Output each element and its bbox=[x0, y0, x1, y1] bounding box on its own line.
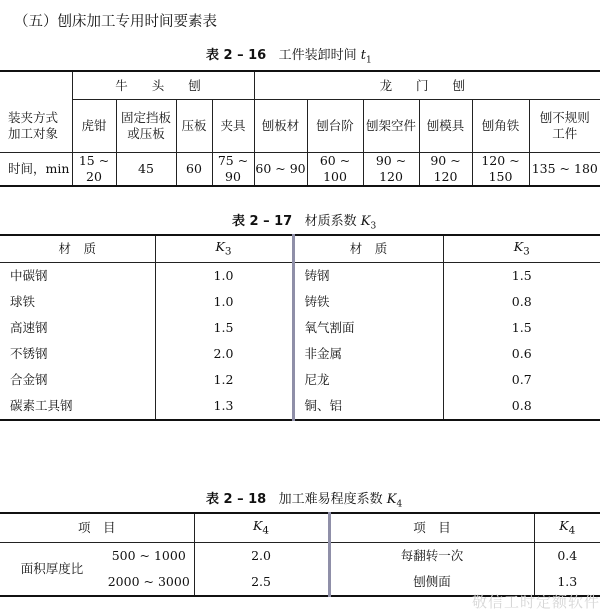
material-k3: 1.0 bbox=[213, 268, 234, 283]
time-value: 15 ~ 20 bbox=[72, 153, 116, 187]
material-name: 碳素工具钢 bbox=[0, 393, 155, 420]
time-value: 60 bbox=[176, 153, 212, 187]
time-value: 120 ~ 150 bbox=[472, 153, 529, 187]
caption-text: 工件装卸时间 bbox=[278, 48, 357, 63]
column-header: 夹具 bbox=[212, 100, 254, 153]
time-label: 时间，min bbox=[0, 153, 72, 187]
material-name: 高速钢 bbox=[0, 315, 155, 341]
caption-subscript: 1 bbox=[366, 55, 372, 66]
table-2-17-caption bbox=[232, 210, 376, 232]
material-k3: 1.5 bbox=[511, 320, 532, 335]
material-name: 中碳钢 bbox=[0, 263, 155, 290]
table-2-16-caption bbox=[206, 44, 372, 66]
caption-symbol: K bbox=[386, 492, 397, 507]
column-header: 压板 bbox=[176, 100, 212, 153]
table-2-17 bbox=[0, 234, 600, 421]
material-k3: 1.2 bbox=[213, 372, 234, 387]
caption-text: 材质系数 bbox=[304, 214, 357, 229]
material-name: 尼龙 bbox=[293, 367, 443, 393]
caption-subscript: 3 bbox=[370, 221, 377, 232]
item-k4: 1.3 bbox=[557, 574, 578, 589]
ratio-k4: 2.5 bbox=[251, 574, 271, 589]
material-k3: 0.8 bbox=[511, 398, 532, 413]
ratio-range: 500 ~ 1000 bbox=[104, 543, 194, 570]
material-k3: 1.0 bbox=[213, 294, 234, 309]
column-header: 刨不规则 工件 bbox=[529, 100, 600, 153]
caption-number: 表 2 – 16 bbox=[206, 48, 267, 63]
material-k3: 0.6 bbox=[511, 346, 532, 361]
header-k4: $K_4$ bbox=[194, 513, 329, 543]
watermark: 敬信工时定额软件 bbox=[471, 593, 600, 611]
item-k4: 0.4 bbox=[557, 548, 578, 563]
header-k4: $K_4$ bbox=[534, 513, 600, 543]
caption-number: 表 2 – 17 bbox=[232, 214, 293, 229]
column-header: 固定挡板 或压板 bbox=[116, 100, 176, 153]
time-value: 60 ~ 100 bbox=[307, 153, 363, 187]
material-name: 铜、铝 bbox=[293, 393, 443, 420]
table-row bbox=[0, 393, 600, 420]
table-row bbox=[0, 315, 600, 341]
table-row bbox=[0, 543, 600, 570]
material-name: 铸铁 bbox=[293, 289, 443, 315]
material-name: 不锈钢 bbox=[0, 341, 155, 367]
column-header: 刨板材 bbox=[254, 100, 307, 153]
section-title: （五）刨床加工专用时间要素表 bbox=[14, 14, 217, 30]
material-name: 铸钢 bbox=[293, 263, 443, 290]
header-item: 项 目 bbox=[329, 513, 534, 543]
material-k3: 1.3 bbox=[213, 398, 234, 413]
material-k3: 2.0 bbox=[213, 346, 234, 361]
material-name: 非金属 bbox=[293, 341, 443, 367]
column-header: 刨角铁 bbox=[472, 100, 529, 153]
row-header: 装夹方式 加工对象 bbox=[0, 100, 72, 153]
table-2-16 bbox=[0, 70, 600, 187]
table-row bbox=[0, 367, 600, 393]
table-2-18 bbox=[0, 512, 600, 597]
header-material: 材 质 bbox=[293, 235, 443, 263]
material-k3: 0.8 bbox=[511, 294, 532, 309]
caption-symbol: t bbox=[360, 48, 367, 63]
corner-cell bbox=[0, 71, 72, 100]
material-name: 氧气割面 bbox=[293, 315, 443, 341]
table-row bbox=[0, 341, 600, 367]
item-name: 每翻转一次 bbox=[329, 543, 534, 570]
column-header: 虎钳 bbox=[72, 100, 116, 153]
group-longmen-header: 龙 门 刨 bbox=[254, 71, 600, 100]
material-name: 合金钢 bbox=[0, 367, 155, 393]
material-k3: 1.5 bbox=[213, 320, 234, 335]
column-header: 刨架空件 bbox=[363, 100, 419, 153]
table-row bbox=[0, 289, 600, 315]
column-header: 刨台阶 bbox=[307, 100, 363, 153]
time-value: 90 ~ 120 bbox=[363, 153, 419, 187]
area-thickness-label: 面积厚度比 bbox=[20, 561, 84, 576]
header-k3: $K_3$ bbox=[443, 235, 600, 263]
group-niutou-header: 牛 头 刨 bbox=[72, 71, 254, 100]
material-name: 球铁 bbox=[0, 289, 155, 315]
table-row bbox=[0, 263, 600, 290]
time-value: 75 ~ 90 bbox=[212, 153, 254, 187]
time-value: 135 ~ 180 bbox=[529, 153, 600, 187]
material-k3: 1.5 bbox=[511, 268, 532, 283]
column-header: 刨模具 bbox=[419, 100, 472, 153]
item-name: 刨侧面 bbox=[329, 569, 534, 596]
header-k3: $K_3$ bbox=[155, 235, 293, 263]
caption-text: 加工难易程度系数 bbox=[278, 492, 383, 507]
time-value: 90 ~ 120 bbox=[419, 153, 472, 187]
time-value: 60 ~ 90 bbox=[254, 153, 307, 187]
header-material: 材 质 bbox=[0, 235, 155, 263]
material-k3: 0.7 bbox=[511, 372, 532, 387]
table-2-18-caption bbox=[206, 488, 402, 510]
time-value: 45 bbox=[116, 153, 176, 187]
ratio-k4: 2.0 bbox=[251, 548, 271, 563]
header-item: 项 目 bbox=[0, 513, 194, 543]
caption-number: 表 2 – 18 bbox=[206, 492, 267, 507]
caption-symbol: K bbox=[360, 214, 371, 229]
ratio-range: 2000 ~ 3000 bbox=[104, 569, 194, 596]
caption-subscript: 4 bbox=[396, 499, 403, 510]
